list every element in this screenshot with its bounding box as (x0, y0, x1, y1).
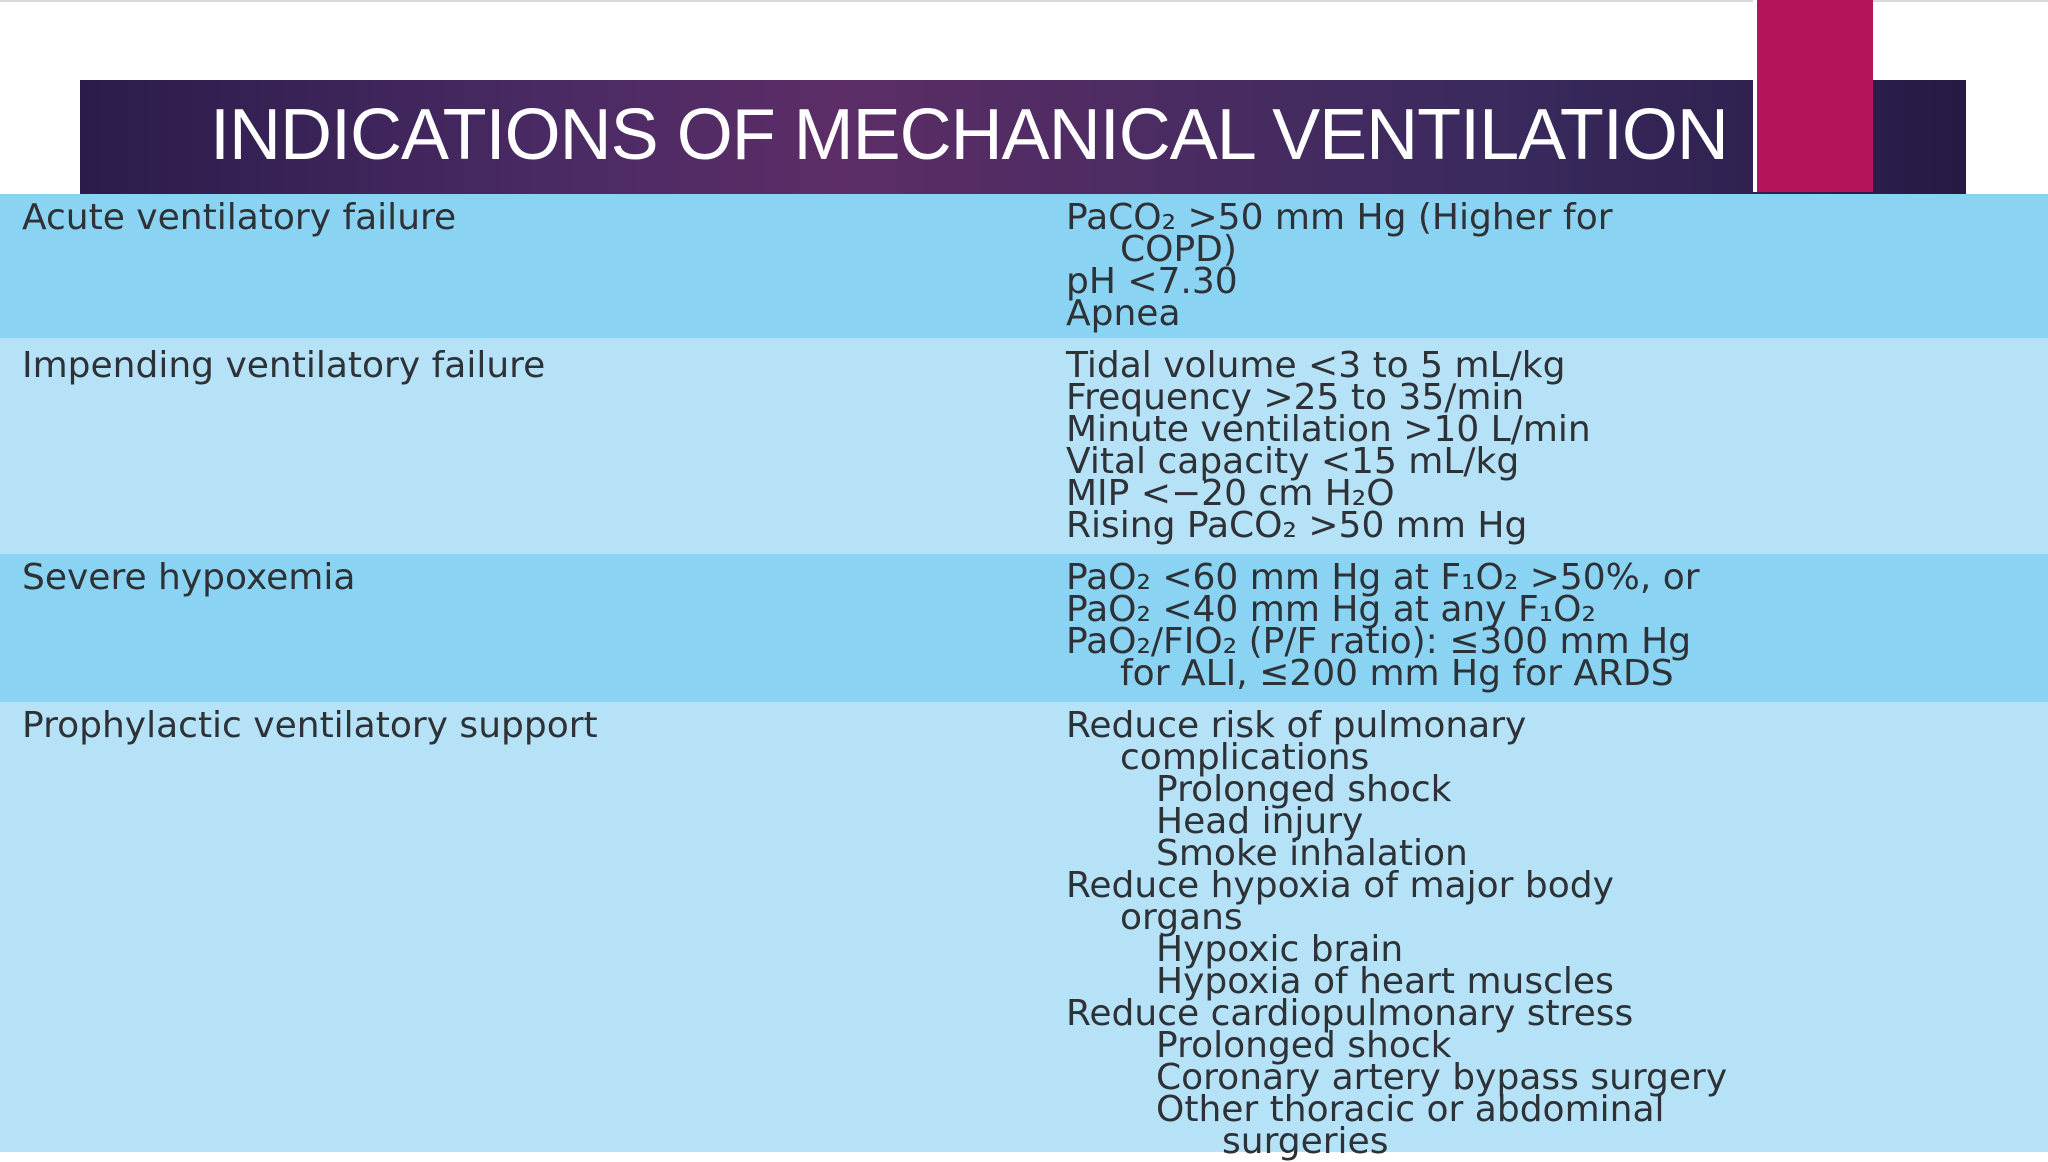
criteria-list (1066, 705, 2046, 1162)
indication-label: Prophylactic ventilatory support (22, 705, 598, 746)
criteria-line: Reduce risk of pulmonary (1066, 705, 1527, 746)
table-row (0, 702, 2048, 1162)
criteria-line: organs (1120, 897, 1243, 938)
table-row (0, 554, 2048, 702)
criteria-line: Hypoxic brain (1156, 929, 1404, 970)
criteria-line: Hypoxia of heart muscles (1156, 961, 1614, 1002)
criteria-line: complications (1120, 737, 1370, 778)
criteria-line: PaO₂/FIO₂ (P/F ratio): ≤300 mm Hg (1066, 621, 1692, 662)
criteria-line: Reduce cardiopulmonary stress (1066, 993, 1634, 1034)
table-row (0, 338, 2048, 554)
criteria-line: Frequency >25 to 35/min (1066, 377, 1525, 418)
criteria-line: COPD) (1120, 229, 1237, 270)
criteria-line: Reduce hypoxia of major body (1066, 865, 1614, 906)
criteria-line: Rising PaCO₂ >50 mm Hg (1066, 505, 1528, 546)
indication-label: Impending ventilatory failure (22, 345, 546, 386)
criteria-line: Smoke inhalation (1156, 833, 1468, 874)
criteria-line: Vital capacity <15 mL/kg (1066, 441, 1520, 482)
criteria-line: for ALI, ≤200 mm Hg for ARDS (1120, 653, 1674, 694)
criteria-line: Tidal volume <3 to 5 mL/kg (1066, 345, 1566, 386)
criteria-line: Other thoracic or abdominal (1156, 1089, 1665, 1130)
criteria-line: surgeries (1222, 1121, 1389, 1162)
accent-block (1753, 0, 1873, 192)
criteria-line: Coronary artery bypass surgery (1156, 1057, 1728, 1098)
criteria-line: PaCO₂ >50 mm Hg (Higher for (1066, 197, 1613, 238)
criteria-line: PaO₂ <60 mm Hg at F₁O₂ >50%, or (1066, 557, 1700, 598)
criteria-line: Prolonged shock (1156, 769, 1452, 810)
criteria-line: Prolonged shock (1156, 1025, 1452, 1066)
criteria-line: Minute ventilation >10 L/min (1066, 409, 1591, 450)
criteria-line: Apnea (1066, 293, 1181, 334)
criteria-line: Head injury (1156, 801, 1364, 842)
criteria-line: PaO₂ <40 mm Hg at any F₁O₂ (1066, 589, 1596, 630)
criteria-list (1066, 345, 2046, 546)
indications-table (0, 194, 2048, 1162)
criteria-list (1066, 557, 2046, 694)
table-row (0, 194, 2048, 338)
criteria-list (1066, 197, 2046, 334)
indication-label: Acute ventilatory failure (22, 197, 457, 238)
slide-title: INDICATIONS OF MECHANICAL VENTILATION (210, 95, 1728, 175)
criteria-line: MIP <−20 cm H₂O (1066, 473, 1395, 514)
slide-top-border (0, 0, 2048, 2)
indication-label: Severe hypoxemia (22, 557, 356, 598)
criteria-line: pH <7.30 (1066, 261, 1238, 302)
